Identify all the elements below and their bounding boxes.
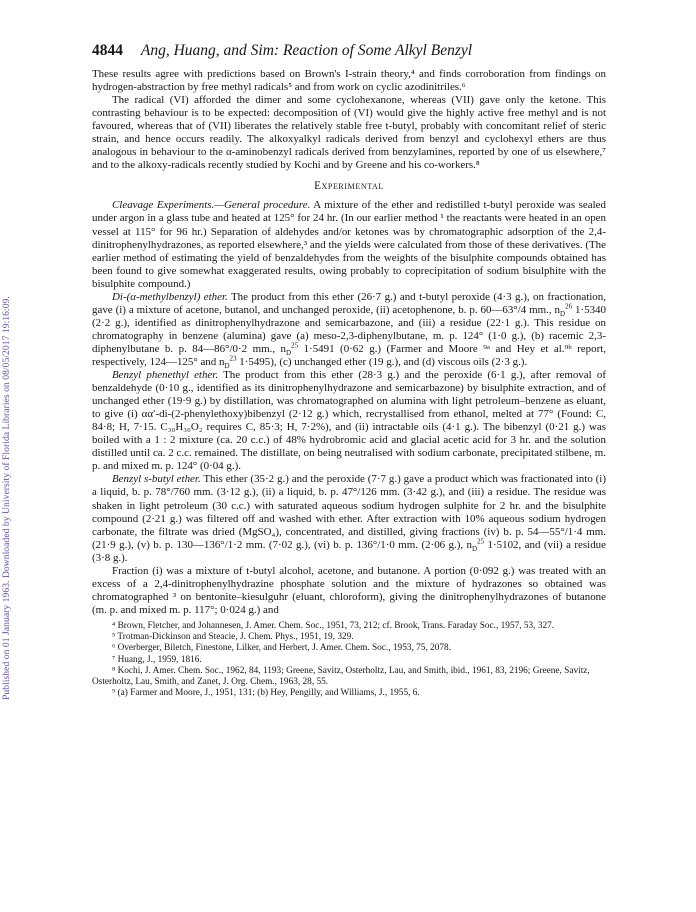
footnote-9: ⁹ (a) Farmer and Moore, J., 1951, 131; (b) Hey, Pengilly, and Williams, J., 1955, 6. (112, 688, 420, 699)
index-subscript: D (286, 349, 292, 358)
index-superscript: 23 (229, 354, 237, 363)
index-superscript: 25 (291, 341, 299, 350)
section-title-experimental: Experimental (314, 180, 384, 193)
paragraph-phenethyl-ether (92, 369, 606, 473)
index-superscript: 26 (565, 302, 573, 311)
paragraph-text: 1·5340 (2·2 g.), identified as dinitrophenylhydrazone and semicarbazone, and (iii) a residue (22·1 g.). This residue on chromatography in benzene (alumina) gave (a) meso-2,3-diphenylbutane, m. p. 124° (1·0 g.), (b) racemic 2,3-diphenylbutane b. p. 84—86°/0·2 mm., n (92, 303, 606, 355)
page-header (92, 42, 606, 60)
paragraph-heading: Benzyl s-butyl ether. (112, 473, 201, 486)
paragraph-heading: Benzyl phenethyl ether. (112, 369, 219, 382)
paragraph-cleavage (92, 199, 606, 290)
footnote-6: ⁶ Overberger, Biletch, Finestone, Lilker, and Herbert, J. Amer. Chem. Soc., 1953, 75, 2078. (112, 643, 452, 654)
paragraph-text: A mixture of the ether and redistilled t-butyl peroxide was sealed under argon in a glass tube and heated at 125° for 24 hr. (In our earlier method ¹ the reactants were heated in an open vessel at 115° for 96 hr.) Separation of aldehydes and/or ketones was by chromatographic adsorption of the 2,4-dinitrophenylhydrazones, as reported elsewhere,³ and the yields were calculated from those of these derivatives. (The earlier method of estimating the yield of benzaldehydes from the weights of the bisulphite compounds obtained has been found to give somewhat exaggerated results, owing probably to coprecipitation of sodium bisulphite with the bisulphite compound.) (92, 199, 606, 290)
paragraph-heading: Di-(α-methylbenzyl) ether. (112, 290, 228, 303)
footnote-5: ⁵ Trotman-Dickinson and Steacie, J. Chem. Phys., 1951, 19, 329. (112, 632, 354, 643)
paragraph-butyl-ether (92, 473, 606, 564)
paragraph-text: The product from this ether (28·3 g.) and the peroxide (6·1 g.), after removal of benzaldehyde (0·10 g., identified as its dinitrophenylhydrazone and semicarbazone) by bisulphite extraction, and of unchanged ether (19·9 g.) by distillation, was chromatographed on alumina with light petroleum–benzene as eluant, to give (i) αα′-di-(2-phenylethoxy)bibenzyl (2·12 g.) which, recrystallised from ethanol, melted at 77° (Found: C, 84·8; H, 7·15. C₃₀H₃₀O₂ requires C, 85·3; H, 7·2%), and (ii) intractable oils (4·1 g.). The bibenzyl (0·21 g.) was boiled with a 1 : 2 mixture (ca. 20 c.c.) of 48% hydrobromic acid and glacial acetic acid for 3 hr. and the solution distilled until ca. 2 c.c. remained. The distillate, on being neutralised with sodium carbonate, precipitated stilbene, m. p. and mixed m. p. 124° (0·04 g.). (92, 369, 606, 473)
journal-page (92, 42, 606, 699)
running-title: Ang, Huang, and Sim: Reaction of Some Alkyl Benzyl (140, 42, 473, 59)
paragraph-fraction-i: Fraction (i) was a mixture of t-butyl alcohol, acetone, and butanone. A portion (0·092 g.) was treated with an excess of a 2,4-dinitrophenylhydrazine phosphate solution and the mixture of hydrazones so obtained was chromatographed ³ on bentonite–kiesulguhr (eluant, chloroform), giving the dinitrophenylhydrazones of butanone (m. p. and mixed m. p. 117°; 0·024 g.) and (92, 564, 606, 616)
paragraph-text: This ether (35·2 g.) and the peroxide (7·7 g.) gave a product which was fractionated into (i) a liquid, b. p. 78°/760 mm. (3·12 g.), (ii) a liquid, b. p. 47°/126 mm. (3·42 g.), and (iii) a residue. The residue was shaken in light petroleum (30 c.c.) with saturated aqueous sodium hydrogen sulphite for 2 hr. and the bisulphite compound (2·21 g.) was filtered off and washed with ether. After extraction with 10% aqueous sodium hydrogen carbonate, the filtrate was dried (MgSO₄), concentrated, and distilled, giving fractions (iv) b. p. 54—55°/1·4 mm. (21·9 g.), (v) b. p. 130—136°/1·2 mm. (7·02 g.), (vi) b. p. 136°/1·0 mm. (2·06 g.), n (92, 473, 606, 551)
index-superscript: 25 (477, 537, 485, 545)
index-subscript: D (560, 309, 566, 318)
paragraph-text: 1·5102, and (vii) a residue (3·8 g.). (92, 538, 606, 564)
paragraph-text: 1·5495), (c) unchanged ether (19 g.), and (d) viscous oils (2·3 g.). (236, 355, 528, 368)
index-subscript: D (224, 362, 230, 371)
paragraph-results: These results agree with predictions based on Brown's I-strain theory,⁴ and finds corroboration from findings on hydrogen-abstraction by free methyl radicals⁵ and from work on cyclic azodinitriles.⁶ (92, 68, 606, 94)
footnote-8: ⁸ Kochi, J. Amer. Chem. Soc., 1962, 84, 1193; Greene, Savitz, Osterholtz, Lau, and Smith, ibid., 1961, 83, 2196; Greene, Savitz, Osterholtz, Lau, Smith, and Zanet, J. Org. Chem., 1963, 28, 55. (92, 665, 590, 687)
page-number: 4844 (92, 42, 123, 59)
footnote-4: ⁴ Brown, Fletcher, and Johannesen, J. Amer. Chem. Soc., 1951, 73, 212; cf. Brook, Trans. Faraday Soc., 1957, 53, 327. (112, 620, 555, 631)
paragraph-heading: Cleavage Experiments.—General procedure. (112, 199, 311, 212)
download-notice-text: Published on 01 January 1963. Downloaded by University of Florida Libraries on 08/05/2017 19:16:09. (1, 296, 12, 700)
paragraph-text: 1·5491 (0·62 g.) (Farmer and Moore ⁹ᵃ and Hey et al.⁹ᵇ report, respectively, 124—125° and n (92, 342, 606, 368)
index-subscript: D (472, 544, 478, 553)
download-notice-margin (0, 0, 28, 912)
paragraph-methylbenzyl-ether (92, 291, 606, 369)
paragraph-radical: The radical (VI) afforded the dimer and some cyclohexanone, whereas (VII) gave only the ketone. This contrasting behaviour is to be expected: decomposition of (VI) would give the highly active free methyl and is not favoured, whereas that of (VII) liberates the relatively stable free t-butyl, probably with concomitant relief of steric strain, and hence occurs readily. The alkoxyalkyl radicals derived from benzyl and cyclohexyl ethers are thus analogous in behaviour to the α-aminobenzyl radicals derived from benzylamines, reported by one of us elsewhere,⁷ and to the alkoxy-radicals recently studied by Kochi and by Greene and his co-workers.⁸ (92, 94, 606, 172)
paragraph-text: The product from this ether (26·7 g.) and t-butyl peroxide (4·3 g.), on fractionation, gave (i) a mixture of acetone, butanol, and unchanged peroxide, (ii) acetophenone, b. p. 60—63°/4 mm., n (92, 290, 606, 316)
footnotes (92, 621, 606, 699)
footnote-7: ⁷ Huang, J., 1959, 1816. (112, 654, 202, 665)
